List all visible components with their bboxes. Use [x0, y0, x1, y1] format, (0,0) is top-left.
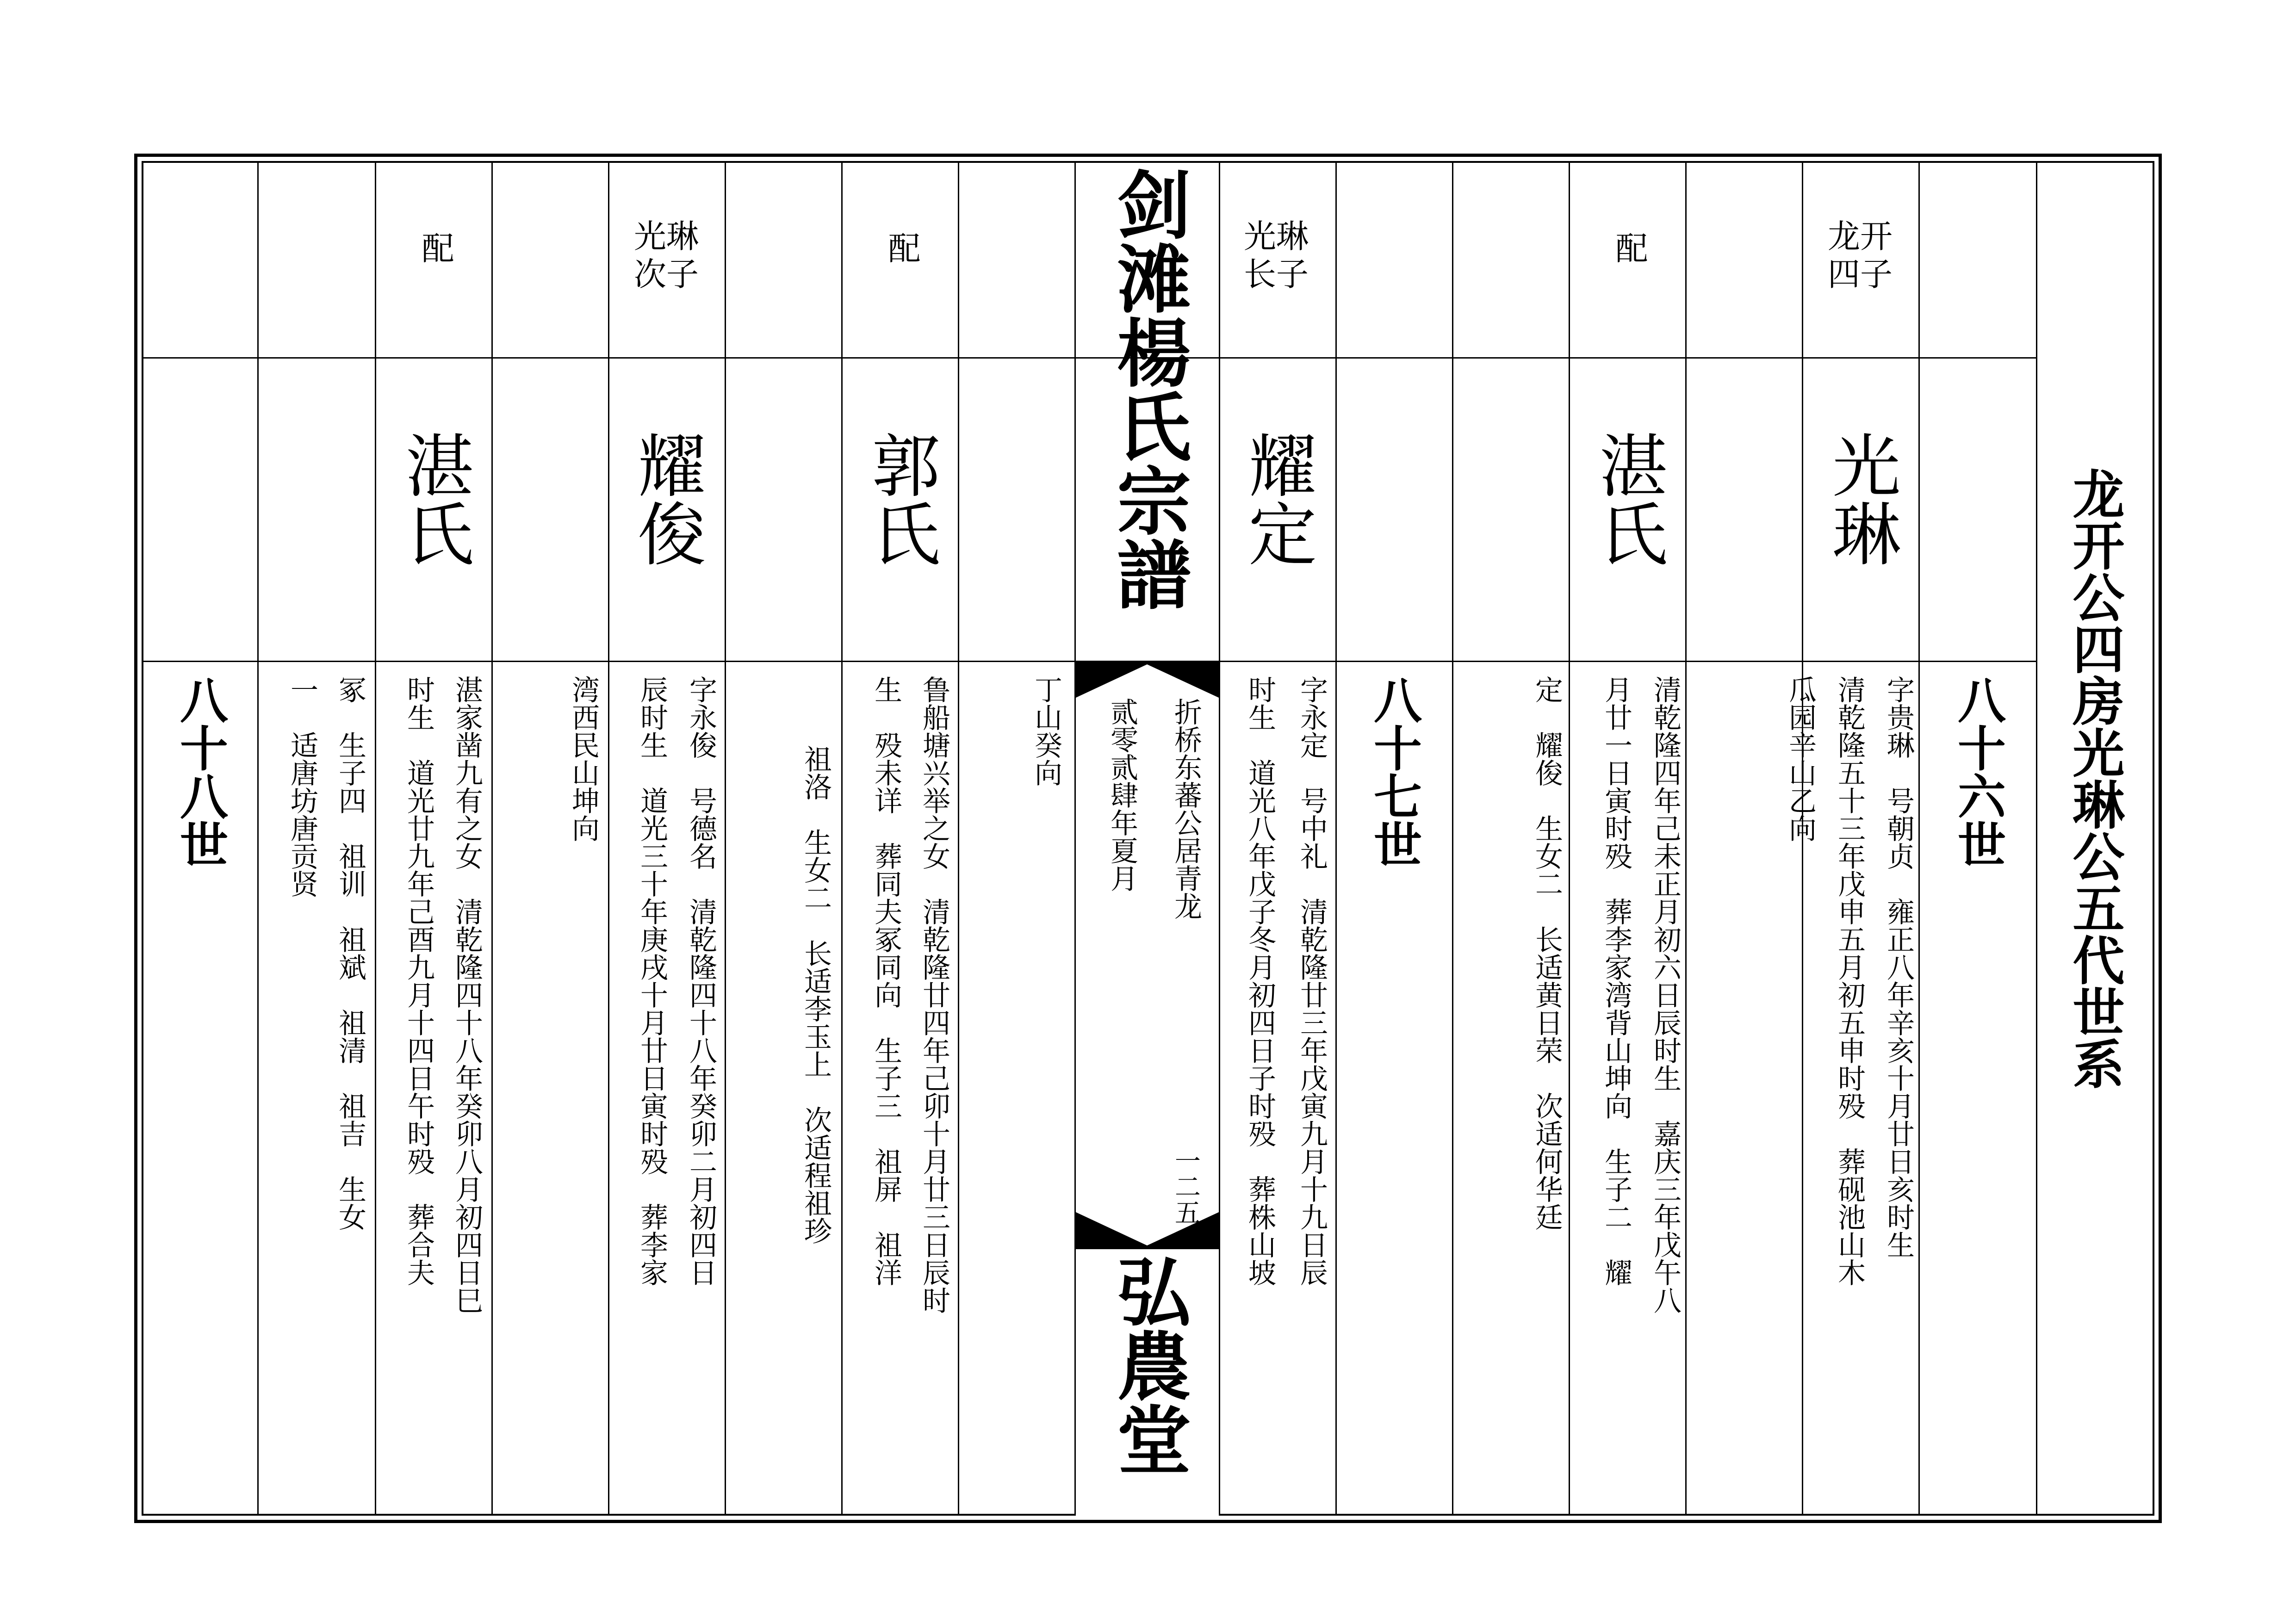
column-divider — [841, 161, 843, 1516]
relation-label: 光琳次子 — [634, 217, 699, 293]
fishtail-bottom-ornament — [1076, 1212, 1219, 1249]
column-divider — [1452, 161, 1453, 1516]
bio-line: 清乾隆四年己未正月初六日辰时生 嘉庆三年戊午八 — [1649, 675, 1682, 1314]
column-divider — [375, 161, 376, 1516]
column-divider — [491, 161, 493, 1516]
person-name: 郭氏 — [861, 430, 940, 567]
bio-line: 字永定 号中礼 清乾隆廿三年戊寅九月十九日辰 — [1296, 675, 1328, 1286]
column-divider — [1685, 161, 1687, 1516]
bio-line: 时生 道光八年戊子冬月初四日子时殁 葬株山坡 — [1244, 675, 1276, 1286]
generation-label-87: 八十七世 — [1365, 675, 1422, 868]
bio-line: 字贵琳 号朝贞 雍正八年辛亥十月廿日亥时生 — [1882, 675, 1915, 1258]
column-divider — [1569, 161, 1570, 1516]
column-divider — [608, 161, 609, 1516]
bio-line: 字永俊 号德名 清乾隆四十八年癸卯二月初四日 — [685, 675, 717, 1286]
bio-line: 生 殁未详 葬同夫冢同向 生子三 祖屏 祖洋 — [870, 675, 902, 1286]
bio-line: 瓜园辛山乙向 — [1784, 675, 1817, 842]
person-name: 湛氏 — [1588, 430, 1668, 567]
column-divider — [725, 161, 726, 1516]
bio-line: 清乾隆五十三年戊申五月初五申时殁 葬砚池山木 — [1833, 675, 1866, 1286]
relation-label: 配 — [883, 231, 921, 264]
bio-line: 祖洛 生女二 长适李玉上 次适程祖珍 — [800, 745, 832, 1245]
spine-publisher: 折桥东蕃公居青龙 — [1170, 698, 1202, 920]
relation-label: 龙开四子 — [1828, 217, 1893, 293]
fishtail-top-ornament — [1076, 661, 1219, 698]
bio-line: 定 耀俊 生女二 长适黄日荣 次适何华廷 — [1531, 675, 1563, 1231]
column-divider — [257, 161, 259, 1516]
person-name: 耀定 — [1237, 430, 1317, 567]
page-title: 龙开公四房光琳公五代世系 — [2064, 467, 2124, 1089]
book-title: 剑滩楊氏宗譜 — [1105, 167, 1191, 611]
bio-line: 时生 道光廿九年己酉九月十四日午时殁 葬合夫 — [403, 675, 435, 1286]
generation-label-86: 八十六世 — [1949, 675, 2006, 868]
generation-label-88: 八十八世 — [172, 675, 229, 868]
column-divider — [1918, 161, 1920, 1516]
spine-date: 贰零贰肆年夏月 — [1106, 698, 1138, 892]
row-divider-header — [142, 357, 2037, 359]
relation-label: 配 — [416, 231, 454, 264]
bio-line: 湛家凿九有之女 清乾隆四十八年癸卯八月初四日巳 — [451, 675, 483, 1314]
column-divider — [1335, 161, 1337, 1516]
person-name: 光琳 — [1821, 430, 1901, 567]
title-column-divider — [2036, 161, 2037, 1516]
person-name: 耀俊 — [627, 430, 706, 567]
bio-line: 辰时生 道光三十年庚戌十月廿日寅时殁 葬李家 — [636, 675, 668, 1286]
relation-label: 光琳长子 — [1244, 217, 1309, 293]
bio-line: 一 适唐坊唐贡贤 — [286, 675, 318, 898]
hall-name: 弘農堂 — [1105, 1254, 1191, 1476]
bio-line: 月廿一日寅时殁 葬李家湾背山坤向 生子二 耀 — [1600, 675, 1632, 1286]
bio-line: 冢 生子四 祖训 祖斌 祖清 祖吉 生女 — [334, 675, 366, 1231]
bio-line: 鲁船塘兴举之女 清乾隆廿四年己卯十月廿三日辰时 — [918, 675, 950, 1314]
bio-line: 丁山癸向 — [1030, 675, 1062, 787]
page-number: 一二五 — [1171, 1147, 1201, 1225]
person-name: 湛氏 — [394, 430, 474, 567]
column-divider — [958, 161, 959, 1516]
bio-line: 湾西民山坤向 — [567, 675, 600, 842]
relation-label: 配 — [1610, 231, 1648, 264]
spine-divider-right — [1219, 161, 1220, 1516]
